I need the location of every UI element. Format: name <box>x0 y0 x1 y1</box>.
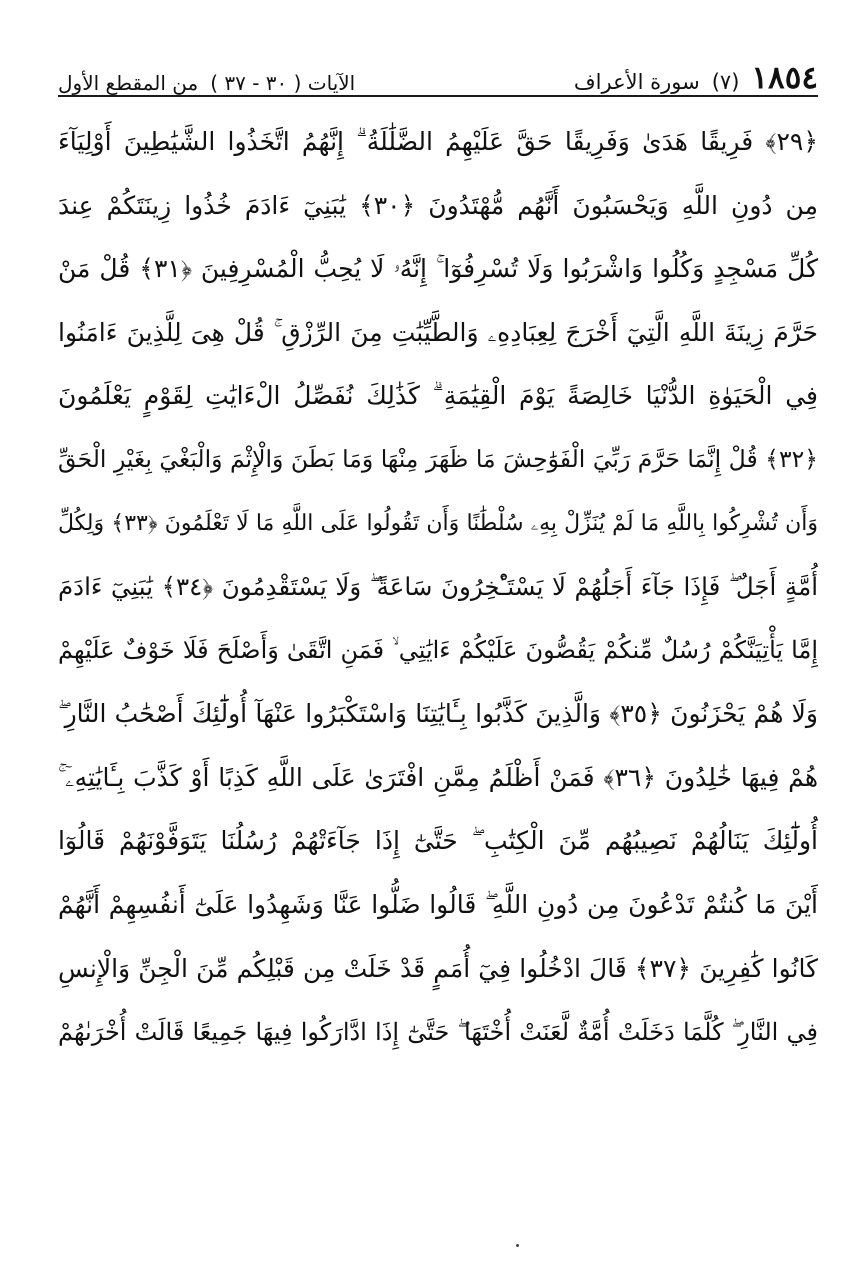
surah-name: سورة الأعراف <box>573 69 700 94</box>
text-line: ﴿٣٢﴾ قُلْ إِنَّمَا حَرَّمَ رَبِّيَ الْفَوَٰحِشَ مَا ظَهَرَ مِنْهَا وَمَا بَطَنَ وَالْإِثْمَ وَالْبَغْيَ بِغَيْرِ الْحَقِّ <box>58 444 818 473</box>
page-speck <box>516 1244 519 1247</box>
ayah-range: الآيات ( ٣٠ - ٣٧ ) <box>210 71 356 95</box>
text-line: حَرَّمَ زِينَةَ اللَّهِ الَّتِيٓ أَخْرَجَ لِعِبَادِهِۦ وَالطَّيِّبَٰتِ مِنَ الرِّزْقِ ۚ قُلْ هِىَ لِلَّذِينَ ءَامَنُوا <box>58 317 818 347</box>
section-label: من المقطع الأول <box>58 71 199 95</box>
surah-index: (٧) <box>711 69 740 94</box>
text-line: أَيْنَ مَا كُنتُمْ تَدْعُونَ مِن دُونِ اللَّهِ ۖ قَالُوا ضَلُّوا عَنَّا وَشَهِدُوا عَلَىٰٓ أَنفُسِهِمْ أَنَّهُمْ <box>58 890 818 920</box>
text-line: فِي الْحَيَوٰةِ الدُّنْيَا خَالِصَةً يَوْمَ الْقِيَٰمَةِ ۗ كَذَٰلِكَ نُفَصِّلُ الْءَايَٰتِ لِقَوْمٍ يَعْلَمُونَ <box>58 381 818 411</box>
page-header <box>58 38 818 94</box>
text-line: وَلَا هُمْ يَحْزَنُونَ ﴿٣٥﴾ وَالَّذِينَ كَذَّبُوا بِـَٔايَٰتِنَا وَاسْتَكْبَرُوا عَنْهَآ أُولَٰٓئِكَ أَصْحَٰبُ النَّارِ ۖ <box>58 699 818 729</box>
header-divider <box>58 95 818 97</box>
header-ayah-group <box>58 72 355 94</box>
text-line: أُمَّةٍ أَجَلٌ ۖ فَإِذَا جَآءَ أَجَلُهُمْ لَا يَسْتَـْٔخِرُونَ سَاعَةً ۖ وَلَا يَسْتَقْدِمُونَ ﴿٣٤﴾ يَٰبَنِيٓ ءَادَمَ <box>58 572 818 602</box>
text-line: أُولَٰٓئِكَ يَنَالُهُمْ نَصِيبُهُم مِّنَ الْكِتَٰبِ ۖ حَتَّىٰٓ إِذَا جَآءَتْهُمْ رُسُلُنَا يَتَوَفَّوْنَهُمْ قَالُوٓا <box>58 826 818 856</box>
text-line: ﴿٢٩﴾ فَرِيقًا هَدَىٰ وَفَرِيقًا حَقَّ عَلَيْهِمُ الضَّلَٰلَةُ ۗ إِنَّهُمُ اتَّخَذُوا الشَّيَٰطِينَ أَوْلِيَآءَ <box>58 126 818 156</box>
text-line: مِن دُونِ اللَّهِ وَيَحْسَبُونَ أَنَّهُم مُّهْتَدُونَ ﴿٣٠﴾ يَٰبَنِيٓ ءَادَمَ خُذُوا زِينَتَكُمْ عِندَ <box>58 190 818 220</box>
text-line: إِمَّا يَأْتِيَنَّكُمْ رُسُلٌ مِّنكُمْ يَقُصُّونَ عَلَيْكُمْ ءَايَٰتِي ۙ فَمَنِ اتَّقَىٰ وَأَصْلَحَ فَلَا خَوْفٌ عَلَيْهِمْ <box>58 636 818 665</box>
text-line: كُلِّ مَسْجِدٍ وَكُلُوا وَاشْرَبُوا وَلَا تُسْرِفُوٓا ۚ إِنَّهُۥ لَا يُحِبُّ الْمُسْرِفِينَ ﴿٣١﴾ قُلْ مَنْ <box>58 254 818 284</box>
text-line: فِي النَّارِ ۖ كُلَّمَا دَخَلَتْ أُمَّةٌ لَّعَنَتْ أُخْتَهَا ۖ حَتَّىٰٓ إِذَا ادَّارَكُوا فِيهَا جَمِيعًا قَالَتْ أُخْرَىٰهُمْ <box>58 1017 818 1046</box>
quran-text-block <box>58 110 818 1064</box>
text-line: كَانُوا كَٰفِرِينَ ﴿٣٧﴾ قَالَ ادْخُلُوا فِيٓ أُمَمٍ قَدْ خَلَتْ مِن قَبْلِكُم مِّنَ الْجِنِّ وَالْإِنسِ <box>58 953 818 983</box>
text-line: وَأَن تُشْرِكُوا بِاللَّهِ مَا لَمْ يُنَزِّلْ بِهِۦ سُلْطَٰنًا وَأَن تَقُولُوا عَلَى اللَّهِ مَا لَا تَعْلَمُونَ ﴿٣٣﴾ وَلِكُلِّ <box>58 510 818 536</box>
text-line: هُمْ فِيهَا خَٰلِدُونَ ﴿٣٦﴾ فَمَنْ أَظْلَمُ مِمَّنِ افْتَرَىٰ عَلَى اللَّهِ كَذِبًا أَوْ كَذَّبَ بِـَٔايَٰتِهِۦٓ ۚ <box>58 762 818 792</box>
header-surah-group <box>573 60 818 96</box>
page-number: ١٨٥٤ <box>751 60 818 96</box>
